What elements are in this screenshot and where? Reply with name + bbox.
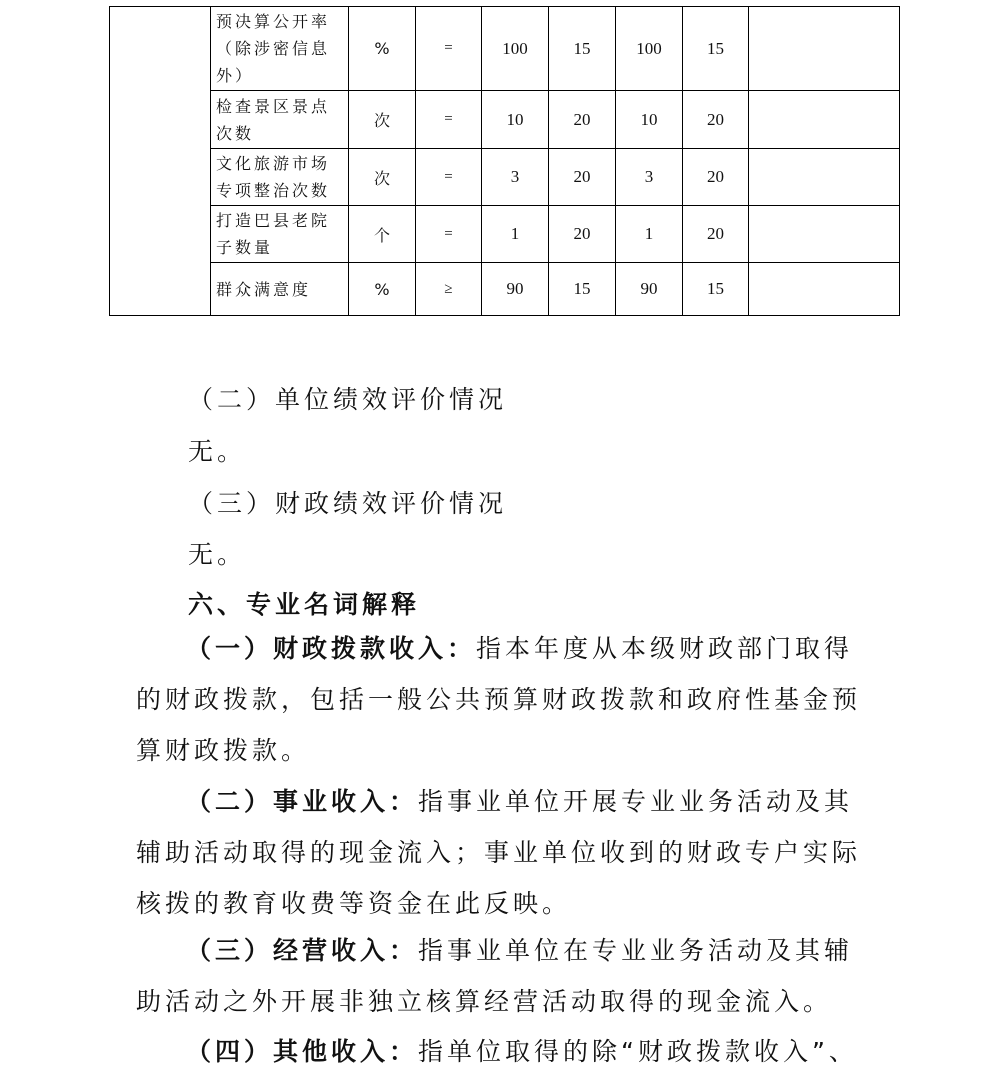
actual-value: 10 [616, 91, 683, 149]
target-score: 15 [549, 7, 616, 91]
glossary-definition: 指事业单位在专业业务活动及其辅助活动之外开展非独立核算经营活动取得的现金流入。 [136, 936, 854, 1016]
actual-value: 90 [616, 263, 683, 316]
target-value: 90 [482, 263, 549, 316]
glossary-item [136, 776, 881, 929]
indicator-unit: % [349, 263, 416, 316]
actual-score: 15 [683, 263, 749, 316]
indicator-note [749, 206, 900, 263]
target-score: 15 [549, 263, 616, 316]
table-row [110, 91, 900, 149]
actual-value: 3 [616, 149, 683, 206]
target-value: 1 [482, 206, 549, 263]
indicator-name: 预决算公开率（除涉密信息外） [211, 7, 349, 91]
actual-score: 15 [683, 7, 749, 91]
target-score: 20 [549, 91, 616, 149]
glossary-item [136, 925, 881, 1027]
indicator-operator: = [416, 7, 482, 91]
glossary-definition: 指本年度从本级财政部门取得的财政拨款，包括一般公共预算财政拨款和政府性基金预算财政拨款。 [136, 634, 862, 765]
indicator-note [749, 263, 900, 316]
indicator-name: 群众满意度 [211, 263, 349, 316]
glossary-item [136, 1026, 881, 1077]
indicator-note [749, 91, 900, 149]
glossary-definition: 指事业单位开展专业业务活动及其辅助活动取得的现金流入；事业单位收到的财政专户实际核拨的教育收费等资金在此反映。 [136, 787, 862, 918]
indicator-note [749, 7, 900, 91]
indicator-operator: ≥ [416, 263, 482, 316]
indicator-operator: = [416, 206, 482, 263]
glossary-term: （一）财政拨款收入： [186, 634, 477, 663]
glossary-term: （四）其他收入： [186, 1037, 419, 1066]
target-score: 20 [549, 206, 616, 263]
table-row [110, 263, 900, 316]
indicator-unit: 次 [349, 91, 416, 149]
actual-score: 20 [683, 149, 749, 206]
indicator-operator: = [416, 149, 482, 206]
indicator-unit: 次 [349, 149, 416, 206]
indicator-note [749, 149, 900, 206]
indicator-operator: = [416, 91, 482, 149]
indicator-unit: % [349, 7, 416, 91]
unit-evaluation-body: 无。 [188, 437, 247, 466]
table-row [110, 206, 900, 263]
glossary-term: （三）经营收入： [186, 936, 419, 965]
target-value: 3 [482, 149, 549, 206]
indicator-name: 检查景区景点次数 [211, 91, 349, 149]
actual-value: 1 [616, 206, 683, 263]
target-value: 10 [482, 91, 549, 149]
table-row [110, 149, 900, 206]
glossary-term: （二）事业收入： [186, 787, 419, 816]
unit-evaluation-heading: （二）单位绩效评价情况 [188, 385, 508, 414]
fiscal-evaluation-body: 无。 [188, 540, 247, 569]
target-score: 20 [549, 149, 616, 206]
table-row [110, 7, 900, 91]
fiscal-evaluation-heading: （三）财政绩效评价情况 [188, 489, 508, 518]
indicator-unit: 个 [349, 206, 416, 263]
indicator-name: 文化旅游市场专项整治次数 [211, 149, 349, 206]
actual-score: 20 [683, 91, 749, 149]
merged-category-cell [110, 7, 211, 316]
performance-indicator-table [109, 6, 900, 316]
indicator-name: 打造巴县老院子数量 [211, 206, 349, 263]
target-value: 100 [482, 7, 549, 91]
glossary-item [136, 623, 881, 776]
actual-score: 20 [683, 206, 749, 263]
actual-value: 100 [616, 7, 683, 91]
glossary-definition: 指单位取得的除“财政拨款收入”、 [418, 1037, 858, 1066]
glossary-heading: 六、专业名词解释 [188, 590, 421, 619]
